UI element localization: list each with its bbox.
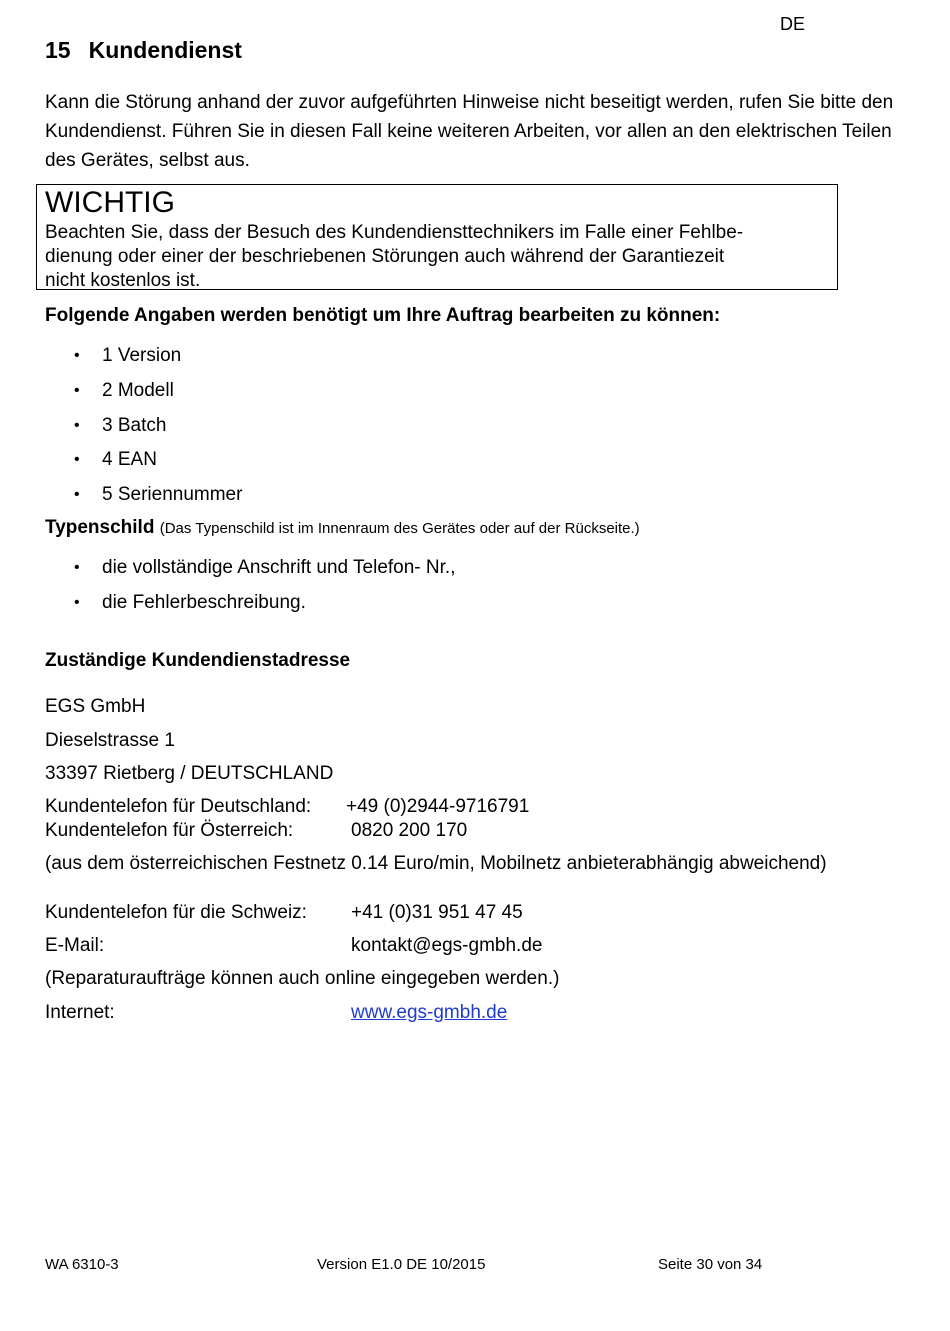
list-item: • 2 Modell bbox=[45, 374, 242, 409]
phone-at-value: 0820 200 170 bbox=[351, 820, 468, 841]
required-info-list bbox=[45, 339, 242, 513]
language-label: DE bbox=[780, 14, 806, 34]
bullet-icon: • bbox=[74, 381, 80, 399]
phone-at-label: Kundentelefon für Österreich: bbox=[45, 820, 294, 841]
section-heading bbox=[45, 37, 242, 64]
bullet-icon: • bbox=[74, 486, 80, 504]
phone-de-label: Kundentelefon für Deutschland: bbox=[45, 796, 312, 817]
website-link[interactable]: www.egs-gmbh.de bbox=[351, 1002, 508, 1023]
bullet-icon: • bbox=[74, 347, 80, 364]
typenschild-note: (Das Typenschild ist im Innenraum des Gerätes oder auf der Rückseite.) bbox=[159, 520, 640, 537]
footer-version: Version E1.0 DE 10/2015 bbox=[317, 1256, 486, 1273]
street: Dieselstrasse 1 bbox=[45, 730, 175, 751]
phone-de-value: +49 (0)2944-9716791 bbox=[346, 796, 530, 817]
additional-info-list bbox=[45, 551, 455, 621]
notice-line: Beachten Sie, dass der Besuch des Kundendiensttechnikers im Falle einer Fehlbe- bbox=[45, 222, 744, 243]
internet-label: Internet: bbox=[45, 1002, 115, 1023]
bullet-icon: • bbox=[74, 559, 80, 576]
bullet-icon: • bbox=[74, 593, 80, 611]
notice-text bbox=[45, 221, 825, 293]
list-item: • die vollständige Anschrift und Telefon- Nr., bbox=[45, 551, 455, 586]
email-label: E-Mail: bbox=[45, 935, 105, 956]
section-title: Kundendienst bbox=[88, 37, 242, 63]
notice-line: nicht kostenlos ist. bbox=[45, 270, 201, 291]
typenschild-line bbox=[45, 517, 640, 539]
list-item: • 1 Version bbox=[45, 339, 242, 374]
required-info-heading: Folgende Angaben werden benötigt um Ihre Auftrag bearbeiten zu können: bbox=[45, 305, 721, 326]
austria-rate-note: (aus dem österreichischen Festnetz 0.14 Euro/min, Mobilnetz anbieterabhängig abweichend) bbox=[45, 853, 827, 874]
list-item: • 4 EAN bbox=[45, 443, 242, 478]
online-repair-note: (Reparaturaufträge können auch online eingegeben werden.) bbox=[45, 968, 560, 989]
bullet-icon: • bbox=[74, 451, 80, 469]
list-item: • 5 Seriennummer bbox=[45, 478, 242, 513]
list-item: • die Fehlerbeschreibung. bbox=[45, 586, 455, 621]
notice-title: WICHTIG bbox=[45, 186, 175, 219]
footer-model: WA 6310-3 bbox=[45, 1256, 119, 1273]
notice-line: dienung oder einer der beschriebenen Störungen auch während der Garantiezeit bbox=[45, 246, 725, 267]
company-name: EGS GmbH bbox=[45, 696, 146, 717]
city: 33397 Rietberg / DEUTSCHLAND bbox=[45, 763, 334, 784]
list-item: • 3 Batch bbox=[45, 409, 242, 444]
bullet-icon: • bbox=[74, 416, 80, 434]
address-heading: Zuständige Kundendienstadresse bbox=[45, 650, 351, 671]
typenschild-label: Typenschild bbox=[45, 517, 155, 538]
phone-ch-label: Kundentelefon für die Schweiz: bbox=[45, 902, 307, 923]
email-value: kontakt@egs-gmbh.de bbox=[351, 935, 543, 956]
intro-paragraph: Kann die Störung anhand der zuvor aufgeführten Hinweise nicht beseitigt werden, rufen Sie bitte den Kundendienst. Führen Sie in diesen Fall keine weiteren Arbeiten, vor allen an den elektrischen Teilen des Gerätes, selbst aus. bbox=[45, 92, 894, 171]
footer-page-number: Seite 30 von 34 bbox=[658, 1256, 763, 1273]
section-number: 15 bbox=[45, 37, 71, 63]
phone-ch-value: +41 (0)31 951 47 45 bbox=[351, 902, 523, 923]
